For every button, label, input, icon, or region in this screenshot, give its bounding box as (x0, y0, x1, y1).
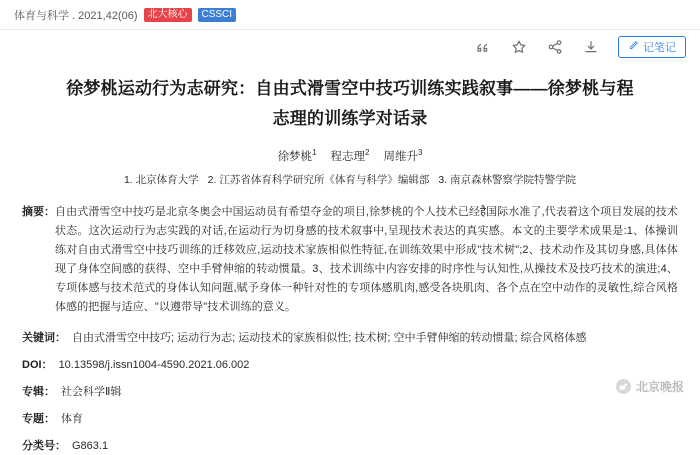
weibo-icon (616, 379, 631, 394)
take-note-button[interactable] (618, 36, 686, 58)
page-title: 徐梦桃运动行为志研究：自由式滑雪空中技巧训练实践叙事——徐梦桃与程志理的训练学对话录 (66, 79, 634, 128)
article-action-bar (0, 30, 700, 64)
topic-value[interactable]: 体育 (61, 413, 83, 425)
journal-issue-text: 体育与科学 . 2021,42(06) (14, 9, 138, 22)
star-icon[interactable] (510, 38, 528, 56)
download-icon[interactable] (582, 38, 600, 56)
quote-icon[interactable] (474, 38, 492, 56)
badge-core: 北大核心 (144, 8, 192, 22)
classification-label: 分类号： (22, 440, 66, 452)
author-list (0, 148, 700, 164)
affiliation-list (0, 172, 700, 188)
classification-row (22, 437, 678, 455)
affiliation-item[interactable]: 2. 江苏省体育科学研究所《体育与科学》编辑部 (207, 174, 430, 186)
author-affil-marker: 2 (365, 148, 370, 158)
topic-row (22, 410, 678, 428)
collection-row (22, 383, 678, 401)
watermark (616, 378, 684, 395)
abstract-section (22, 203, 678, 317)
badge-cssci: CSSCI (198, 8, 237, 22)
journal-meta-bar (0, 0, 700, 22)
doi-value[interactable]: 10.13598/j.issn1004-4590.2021.06.002 (58, 359, 250, 371)
author-affil-marker: 3 (417, 148, 423, 158)
collection-value[interactable]: 社会科学Ⅱ辑 (61, 386, 122, 398)
collection-label: 专辑： (22, 386, 55, 398)
topic-label: 专题： (22, 413, 55, 425)
doi-row (22, 356, 678, 374)
abstract-text: 自由式滑雪空中技巧是北京冬奥会中国运动员有希望夺金的项目,徐梦桃的个人技术已经है国际水准了,代表着这个项目发展的技术状态。这次运动行为志实践的对话,在运动行为切身感的技术叙事中,呈现技术表达的真实感。本文的主要学术成果是:1、体操训练对自由式滑雪空中技巧训练的迁移效应,运动技术家族相似性特征,在训练效果中形成"技术树";2、技术动作及其切身感,具体体现了身体空间感的获得、空中手臂伸缩的转动惯量。3、技术训练中内容安排的时序性与认知性,从操技术及技巧技术的演进;4、专项体感与技术范式的身体认知问题,赋予身体一种针对性的专项体感肌肉,感受各块肌肉、各个点在空中动作的灵敏性,综合风格体感的把握与适应、"以遵带导"技术训练的意义。 (55, 206, 678, 313)
abstract-label: 摘要： (22, 206, 55, 218)
take-note-label: 记笔记 (643, 42, 676, 54)
affiliation-item[interactable]: 3. 南京森林警察学院特警学院 (438, 174, 577, 186)
author-item[interactable]: 徐梦桃$^1$ (277, 148, 317, 163)
keywords-label: 关键词： (22, 332, 66, 344)
author-affil-marker: 1 (312, 148, 317, 158)
affiliation-item[interactable]: 1. 北京体育大学 (123, 174, 199, 186)
author-item[interactable]: 程志理$^2$ (330, 148, 370, 163)
classification-value[interactable]: G863.1 (72, 440, 109, 452)
keywords-row (22, 329, 678, 347)
watermark-text: 北京晚报 (635, 380, 684, 394)
doi-label: DOI： (22, 359, 53, 371)
keywords-value[interactable]: 自由式滑雪空中技巧; 运动行为志; 运动技术的家族相似性; 技术树; 空中手臂伸缩的转动惯量; 综合风格体感 (72, 332, 587, 344)
pencil-icon (628, 40, 639, 54)
author-item[interactable]: 周维升$^3$ (383, 148, 423, 163)
share-icon[interactable] (546, 38, 564, 56)
